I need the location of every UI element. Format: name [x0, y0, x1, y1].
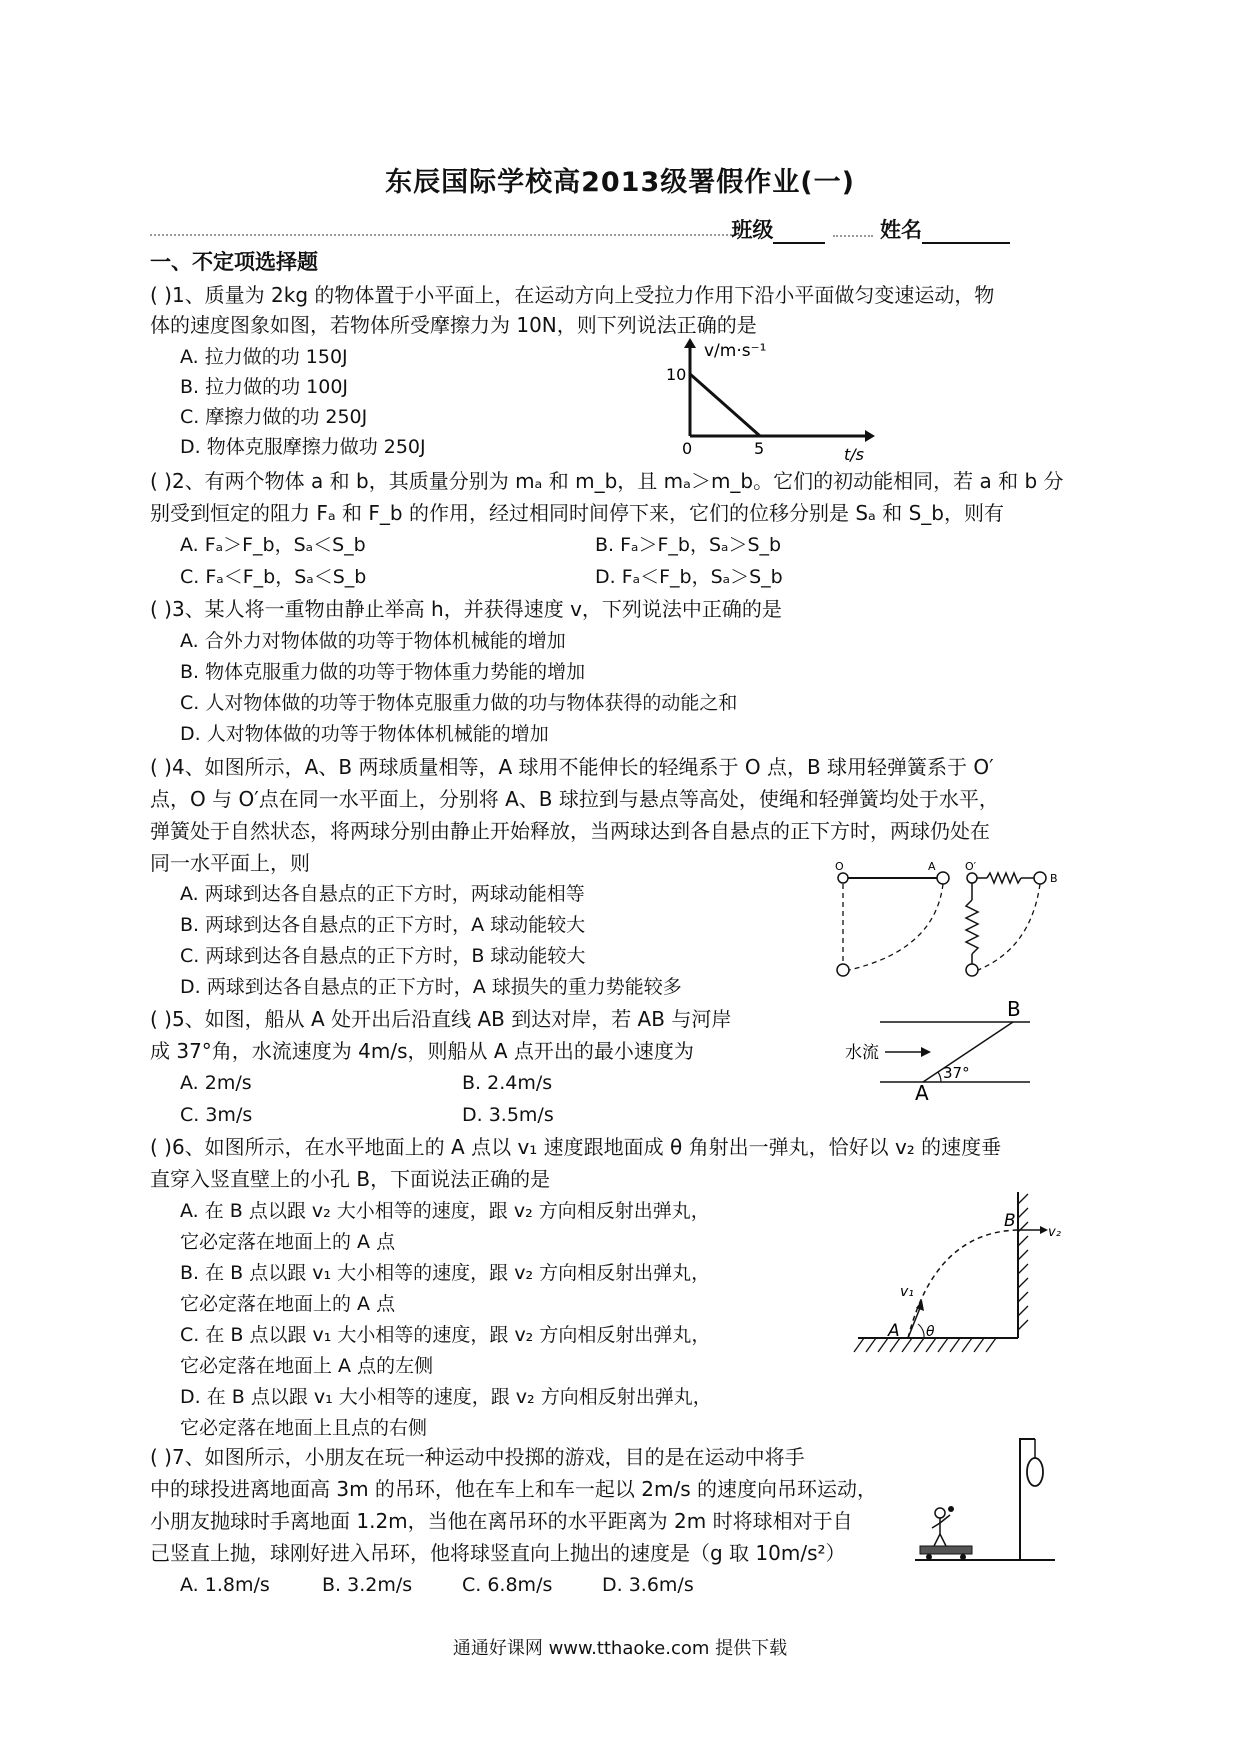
q6-option-c: C. 在 B 点以跟 v₁ 大小相等的速度，跟 v₂ 方向相反射出弹丸，	[180, 1324, 711, 1346]
q5-line-2: 成 37°角，水流速度为 4m/s，则船从 A 点开出的最小速度为	[150, 1039, 694, 1063]
q7-ring-toss-diagram	[915, 1438, 1055, 1568]
footer-text: 通通好课网 www.tthaoke.com 提供下载	[452, 1638, 788, 1659]
q3-option-b: B. 物体克服重力做的功等于物体重力势能的增加	[180, 661, 586, 683]
q6-line-1: ( )6、如图所示，在水平地面上的 A 点以 v₁ 速度跟地面成 θ 角射出一弹丸，恰好以 v₂ 的速度垂	[150, 1135, 1002, 1159]
q5-option-b: B. 2.4m/s	[462, 1072, 553, 1094]
q6-option-c-cont: 它必定落在地面上 A 点的左侧	[180, 1355, 434, 1377]
q5-label-A: A	[915, 1081, 929, 1105]
q3-option-c: C. 人对物体做的功等于物体克服重力做的功与物体获得的动能之和	[180, 692, 738, 714]
q7-line-2: 中的球投进离地面高 3m 的吊环，他在车上和车一起以 2m/s 的速度向吊环运动，	[150, 1477, 878, 1501]
q6-option-d-cont: 它必定落在地面上且点的右侧	[180, 1417, 428, 1439]
q6-label-theta: θ	[926, 1324, 935, 1340]
class-label: 班级	[731, 218, 774, 242]
q5-label-B: B	[1007, 997, 1021, 1021]
q1-y-tick: 10	[666, 365, 687, 384]
q5-flow-label: 水流	[845, 1043, 879, 1063]
q4-option-b: B. 两球到达各自悬点的正下方时，A 球动能较大	[180, 914, 586, 936]
section-heading: 一、不定项选择题	[150, 250, 318, 274]
q7-option-a: A. 1.8m/s	[180, 1574, 270, 1596]
q6-option-d: D. 在 B 点以跟 v₁ 大小相等的速度，跟 v₂ 方向相反射出弹丸，	[180, 1386, 712, 1408]
q2-option-c: C. Fₐ＜F_b，Sₐ＜S_b	[180, 566, 367, 588]
q5-river-diagram	[845, 997, 1045, 1105]
q1-velocity-graph	[660, 336, 880, 466]
q2-option-a: A. Fₐ＞F_b，Sₐ＜S_b	[180, 534, 366, 556]
q6-label-v1: v₁	[900, 1284, 914, 1300]
q4-line-2: 点，O 与 O′点在同一水平面上，分别将 A、B 球拉到与悬点等高处，使绳和轻弹簧均处于水平，	[150, 787, 999, 811]
q7-line-4: 己竖直上抛，球刚好进入吊环，他将球竖直向上抛出的速度是（g 取 10m/s²）	[150, 1541, 846, 1565]
q1-line-2: 体的速度图象如图，若物体所受摩擦力为 10N，则下列说法正确的是	[150, 313, 757, 337]
q1-y-axis-label: v/m·s⁻¹	[704, 341, 767, 361]
q5-line-1: ( )5、如图，船从 A 处开出后沿直线 AB 到达对岸，若 AB 与河岸	[150, 1007, 732, 1031]
q7-option-d: D. 3.6m/s	[602, 1574, 694, 1596]
q6-projectile-diagram	[850, 1190, 1070, 1365]
q4-label-O-prime: O′	[965, 860, 977, 873]
q4-option-c: C. 两球到达各自悬点的正下方时，B 球动能较大	[180, 945, 586, 967]
q3-option-a: A. 合外力对物体做的功等于物体机械能的增加	[180, 630, 566, 652]
q4-label-A: A	[928, 860, 936, 873]
q4-pendulum-spring-diagram	[835, 860, 1065, 990]
q5-option-d: D. 3.5m/s	[462, 1104, 554, 1126]
q1-option-a: A. 拉力做的功 150J	[180, 346, 348, 368]
q1-option-c: C. 摩擦力做的功 250J	[180, 406, 368, 428]
q1-x-axis-label: t/s	[844, 445, 864, 464]
q6-line-2: 直穿入竖直壁上的小孔 B，下面说法正确的是	[150, 1167, 551, 1191]
name-label: 姓名	[880, 218, 922, 242]
class-name-row	[150, 214, 1010, 244]
q1-line-1: ( )1、质量为 2kg 的物体置于小平面上，在运动方向上受拉力作用下沿小平面做匀变速运动，物	[150, 283, 995, 307]
q1-option-d: D. 物体克服摩擦力做功 250J	[180, 436, 426, 458]
q5-option-c: C. 3m/s	[180, 1104, 253, 1126]
page-title: 东辰国际学校高2013级署假作业(一)	[385, 167, 855, 198]
q6-label-v2: v₂	[1048, 1225, 1061, 1240]
q2-option-b: B. Fₐ＞F_b，Sₐ＞S_b	[595, 534, 782, 556]
student-info	[731, 214, 1010, 244]
q4-option-a: A. 两球到达各自悬点的正下方时，两球动能相等	[180, 883, 585, 905]
q5-angle-label: 37°	[943, 1064, 970, 1082]
q5-option-a: A. 2m/s	[180, 1072, 252, 1094]
q6-option-a-cont: 它必定落在地面上的 A 点	[180, 1231, 396, 1253]
q7-option-b: B. 3.2m/s	[322, 1574, 413, 1596]
q2-line-1: ( )2、有两个物体 a 和 b，其质量分别为 mₐ 和 m_b，且 mₐ＞m_b。它们的初动能相同，若 a 和 b 分	[150, 469, 1064, 493]
q4-line-4: 同一水平面上，则	[150, 851, 310, 875]
q1-x-tick: 5	[754, 439, 765, 458]
q6-option-b: B. 在 B 点以跟 v₁ 大小相等的速度，跟 v₂ 方向相反射出弹丸，	[180, 1262, 711, 1284]
q7-option-c: C. 6.8m/s	[462, 1574, 553, 1596]
q7-line-3: 小朋友抛球时手离地面 1.2m，当他在离吊环的水平距离为 2m 时将球相对于自	[150, 1509, 853, 1533]
q1-option-b: B. 拉力做的功 100J	[180, 376, 349, 398]
dotted-leader	[150, 234, 740, 236]
q3-line-1: ( )3、某人将一重物由静止举高 h，并获得速度 v，下列说法中正确的是	[150, 597, 782, 621]
q6-label-B: B	[1004, 1211, 1016, 1231]
class-blank[interactable]	[773, 242, 825, 244]
name-blank[interactable]	[922, 242, 1010, 244]
q6-option-b-cont: 它必定落在地面上的 A 点	[180, 1293, 396, 1315]
q1-origin: 0	[682, 439, 693, 458]
q4-label-O: O	[835, 860, 844, 873]
q7-line-1: ( )7、如图所示，小朋友在玩一种运动中投掷的游戏，目的是在运动中将手	[150, 1445, 805, 1469]
q4-option-d: D. 两球到达各自悬点的正下方时，A 球损失的重力势能较多	[180, 976, 682, 998]
q4-line-3: 弹簧处于自然状态，将两球分别由静止开始释放，当两球达到各自悬点的正下方时，两球仍处在	[150, 819, 990, 843]
q6-option-a: A. 在 B 点以跟 v₂ 大小相等的速度，跟 v₂ 方向相反射出弹丸，	[180, 1200, 710, 1222]
q3-option-d: D. 人对物体做的功等于物体体机械能的增加	[180, 723, 549, 745]
q6-label-A: A	[888, 1321, 900, 1341]
q4-line-1: ( )4、如图所示，A、B 两球质量相等，A 球用不能伸长的轻绳系于 O 点，B 球用轻弹簧系于 O′	[150, 755, 994, 779]
q4-label-B: B	[1050, 872, 1058, 885]
q2-option-d: D. Fₐ＜F_b，Sₐ＞S_b	[595, 566, 783, 588]
q2-line-2: 别受到恒定的阻力 Fₐ 和 F_b 的作用，经过相同时间停下来，它们的位移分别是 Sₐ 和 S_b，则有	[150, 501, 1004, 525]
